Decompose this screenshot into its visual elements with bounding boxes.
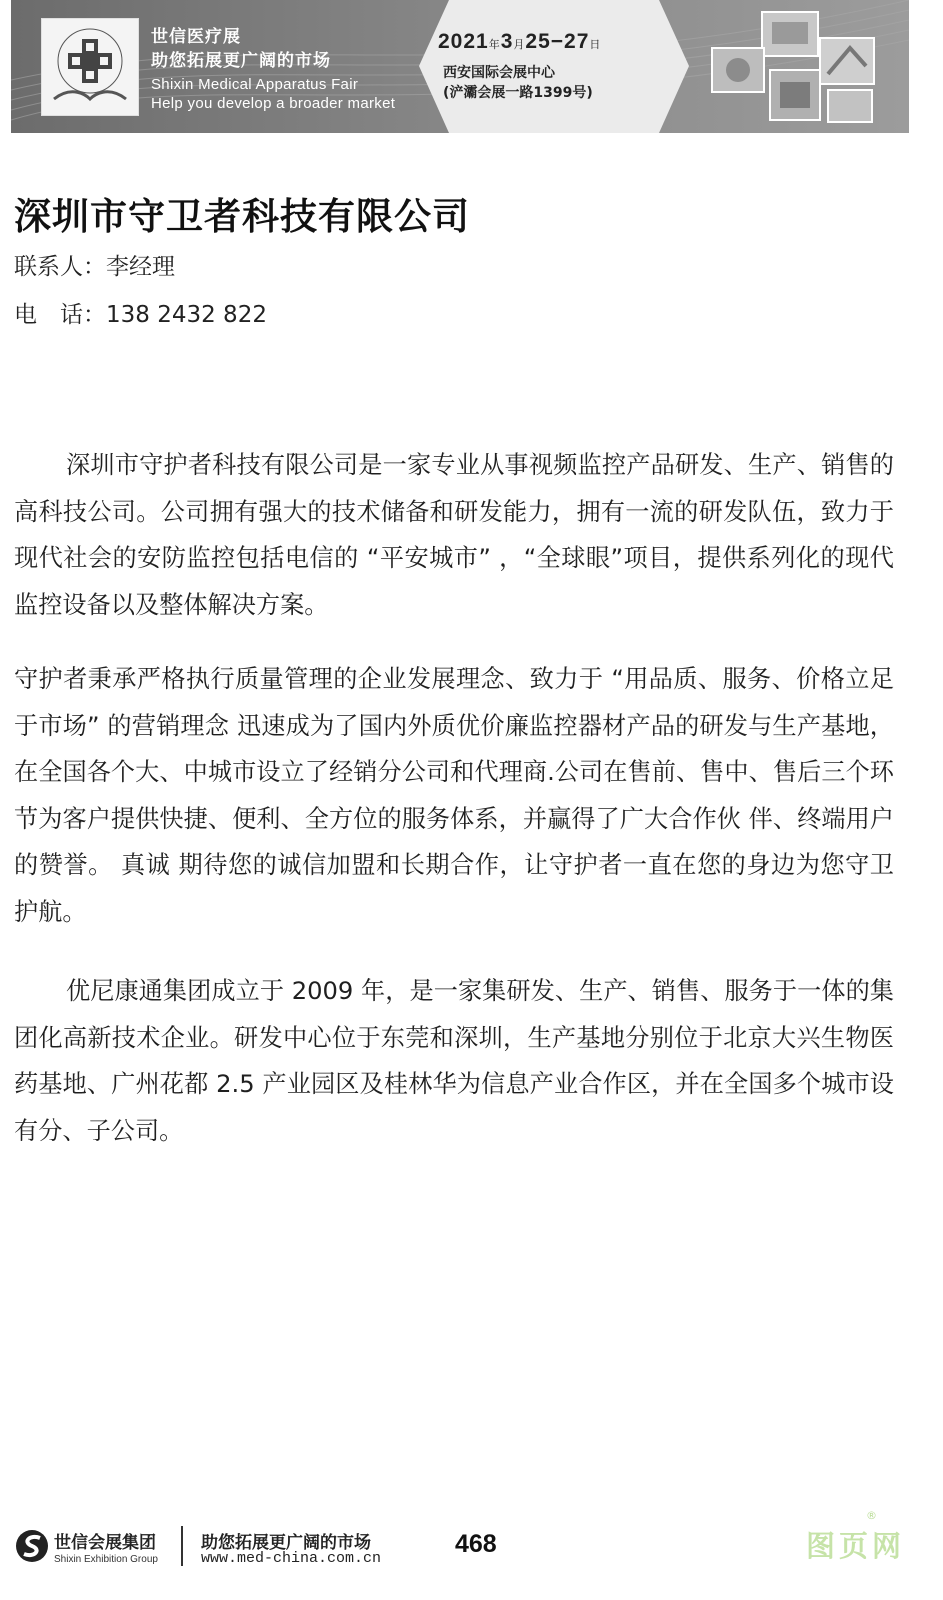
company-name: 深圳市守卫者科技有限公司: [14, 195, 470, 238]
paragraph-company-philosophy: 守护者秉承严格执行质量管理的企业发展理念、致力于 “用品质、服务、价格立足于市场” 的营销理念 迅速成为了国内外质优价廉监控器材产品的研发与生产基地，在全国各个大、中城市设立了经销分公司和代理商.公司在售前、售中、售后三个环节为客户提供快捷、便利、全方位的服务体系，并赢得了广大合作伙 伴、终端用户的赞誉。 真诚 期待您的诚信加盟和长期合作，让守护者一直在您的身边为您守卫护航。: [14, 665, 894, 926]
date-year-unit: 年: [488, 39, 501, 51]
banner-slogan-cn-1: 世信医疗展: [151, 27, 241, 47]
footer-group-name-en: Shixin Exhibition Group: [54, 1554, 158, 1565]
footer-url: www.med-china.com.cn: [201, 1550, 382, 1567]
phone-row: [14, 296, 267, 329]
phone-label: 电 话：: [14, 302, 106, 328]
date-month-unit: 月: [513, 39, 526, 51]
watermark: 图页网: [806, 1529, 906, 1563]
page-number: 468: [455, 1530, 497, 1558]
fair-logo: [41, 18, 139, 116]
paragraph-group-intro: 优尼康通集团成立于 2009 年，是一家集研发、生产、销售、服务于一体的集团化高新技术企业。研发中心位于东莞和深圳，生产基地分别位于北京大兴生物医药基地、广州花都 2.5 产业园区及桂林华为信息产业合作区，并在全国多个城市设有分、子公司。: [14, 977, 894, 1145]
banner-slogan-cn-2: 助您拓展更广阔的市场: [151, 51, 331, 71]
banner-slogan-en-2: Help you develop a broader market: [151, 95, 396, 112]
venue-name: 西安国际会展中心: [443, 65, 555, 81]
fair-date: [438, 30, 601, 54]
shixin-group-logo-icon: [14, 1528, 50, 1564]
footer-group-name-cn: 世信会展集团: [54, 1533, 156, 1553]
date-days: 25−27: [525, 30, 590, 53]
date-day-unit: 日: [589, 39, 602, 51]
paragraph-company-intro: 深圳市守护者科技有限公司是一家专业从事视频监控产品研发、生产、销售的高科技公司。公司拥有强大的技术储备和研发能力，拥有一流的研发队伍，致力于现代社会的安防监控包括电信的 “平安城市” ，“全球眼”项目，提供系列化的现代监控设备以及整体解决方案。: [14, 451, 894, 619]
venue-address: (浐灞会展一路1399号): [443, 85, 593, 101]
date-month: 3: [500, 30, 514, 53]
footer-divider: [181, 1526, 183, 1566]
phone-value: 138 2432 822: [106, 302, 267, 328]
date-year: 2021: [438, 30, 489, 53]
contact-person-row: [14, 248, 175, 281]
contact-label: 联系人：: [14, 254, 106, 280]
fair-logo-icon: [42, 19, 138, 115]
banner-slogan-en-1: Shixin Medical Apparatus Fair: [151, 76, 359, 93]
watermark-registered-mark: ®: [866, 1509, 877, 1522]
contact-value: 李经理: [106, 254, 175, 280]
medical-equipment-photos: [700, 8, 880, 126]
footer-slogan: 助您拓展更广阔的市场: [201, 1533, 371, 1553]
